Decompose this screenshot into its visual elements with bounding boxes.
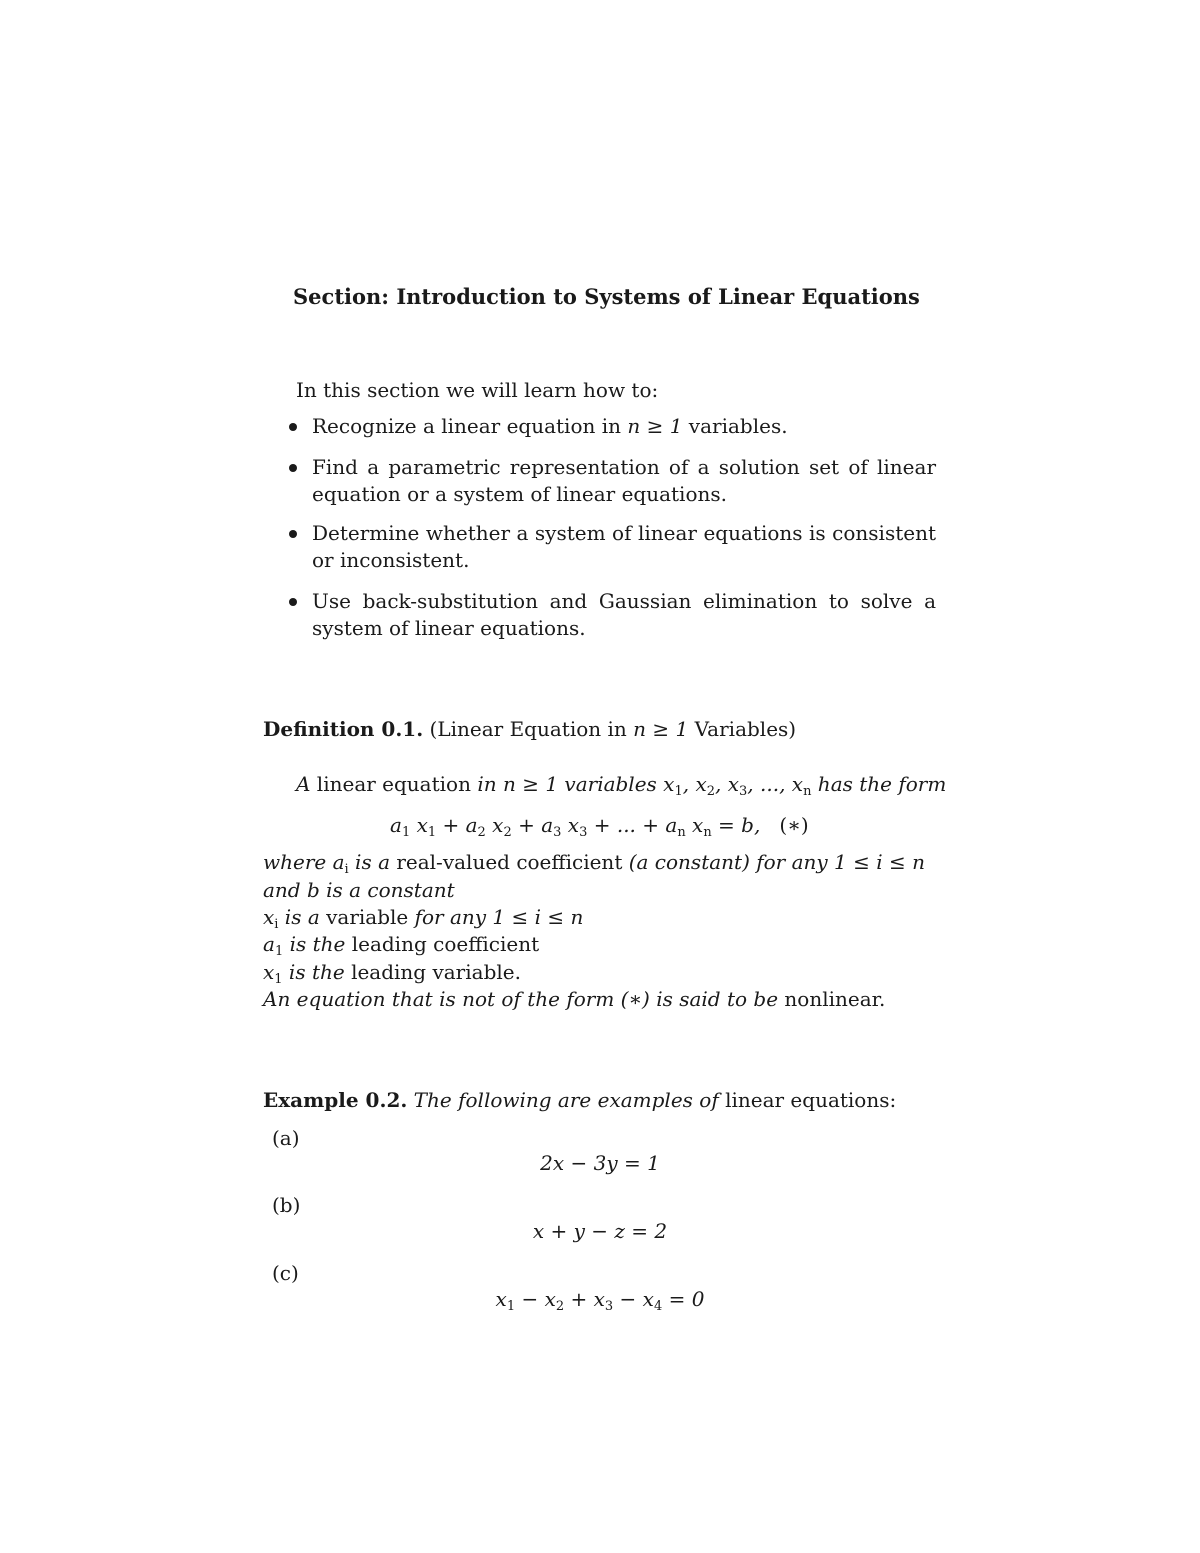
definition-line-2: where $a_i$ is a real-valued coefficient (a constant) for any 1 ≤ i ≤ n [263, 850, 925, 877]
definition-formula: $a_1$ $x_1 + a_2$ $x_2 + a_3$ $x_3$ + ... + $a_n$ $x_n = b$, (∗) [390, 813, 809, 840]
bullet-item-2: Find a parametric representation of a solution set of linear equation or a system of linear equations. [312, 455, 936, 506]
definition-line-7: An equation that is not of the form (∗) is said to be nonlinear. [263, 987, 886, 1011]
bullet-dot-2 [289, 464, 297, 472]
example-a-label: (a) [272, 1126, 300, 1150]
example-heading: Example 0.2. The following are examples of linear equations: [263, 1088, 897, 1112]
bullet-dot-4 [289, 598, 297, 606]
section-title: Section: Introduction to Systems of Linear Equations [293, 284, 920, 309]
example-c-equation: $x_1 - x_2 + x_3 - x_4 = 0$ [495, 1287, 705, 1314]
definition-line-1: A linear equation in n ≥ 1 variables $x_1$, $x_2$, $x_3$, ..., $x_n$ has the form [296, 772, 947, 799]
definition-line-3: and b is a constant [263, 878, 455, 902]
bullet-item-3: Determine whether a system of linear equations is consistent or inconsistent. [312, 521, 936, 572]
definition-line-6: $x_1$ is the leading variable. [263, 960, 521, 987]
bullet-item-1: Recognize a linear equation in n ≥ 1 variables. [312, 414, 788, 438]
bullet-dot-3 [289, 530, 297, 538]
definition-heading: Definition 0.1. (Linear Equation in n ≥ 1 Variables) [263, 717, 797, 741]
definition-line-5: $a_1$ is the leading coefficient [263, 932, 540, 959]
intro-text: In this section we will learn how to: [296, 378, 659, 402]
example-b-label: (b) [272, 1193, 301, 1217]
example-a-equation: 2x − 3y = 1 [540, 1151, 660, 1175]
example-b-equation: x + y − z = 2 [532, 1219, 668, 1243]
definition-line-4: $x_i$ is a variable for any 1 ≤ i ≤ n [263, 905, 584, 932]
example-c-label: (c) [272, 1261, 299, 1285]
bullet-dot-1 [289, 423, 297, 431]
bullet-item-4: Use back-substitution and Gaussian elimination to solve a system of linear equations. [312, 589, 936, 640]
